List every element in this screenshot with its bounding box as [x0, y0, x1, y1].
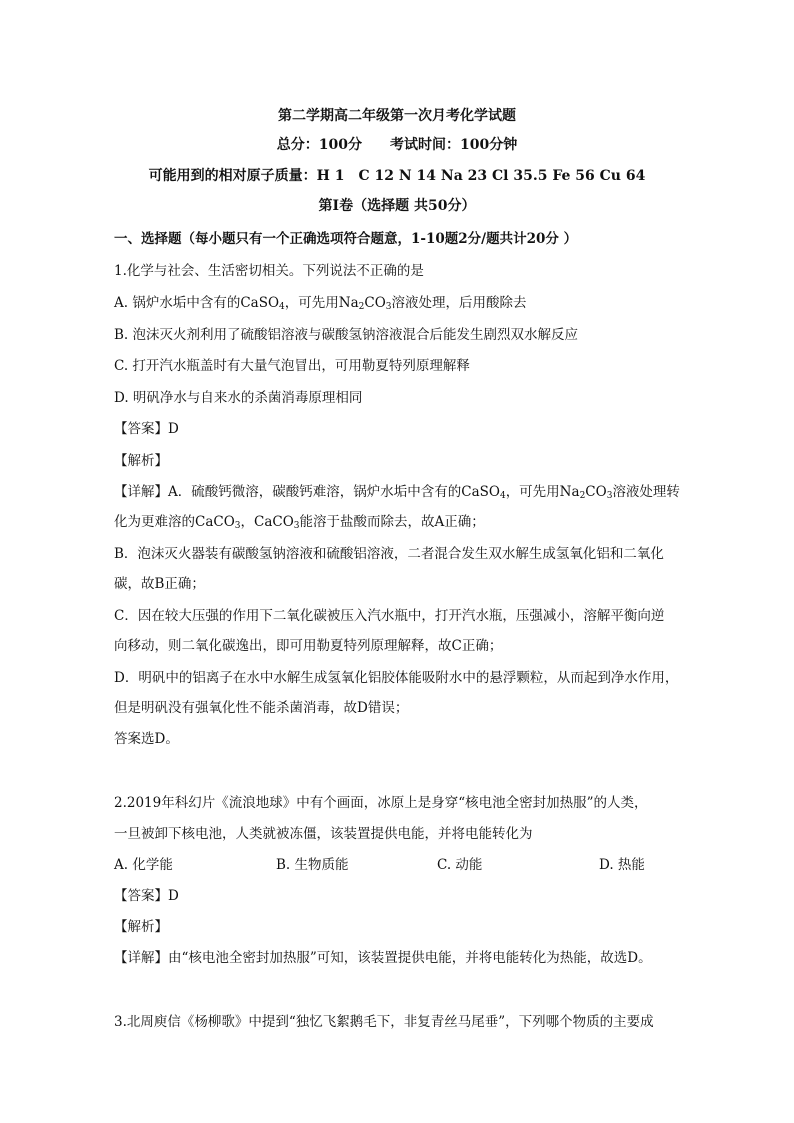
- q2-option-d: D. 热能: [599, 857, 645, 873]
- q1-option-b: B. 泡沫灭火剂利用了硫酸铝溶液与碳酸氢钠溶液混合后能发生剧烈双水解反应: [114, 327, 579, 343]
- section-heading: 一、选择题（每小题只有一个正确选项符合题意，1-10题2分/题共计20分 ）: [114, 231, 578, 247]
- q2-stem-2: 一旦被卸下核电池，人类就被冻僵，该装置提供电能，并将电能转化为: [114, 826, 533, 842]
- q1-stem: 1.化学与社会、生活密切相关。下列说法不正确的是: [114, 263, 424, 279]
- q2-option-c: C. 动能: [437, 857, 483, 873]
- q1-detail-line-2: 化为更难溶的CaCO$_3$，CaCO$_3$能溶于盐酸而除去，故A正确；: [114, 514, 485, 531]
- q1-detail-d-1: D．明矾中的铝离子在水中水解生成氢氧化铝胶体能吸附水中的悬浮颗粒，从而起到净水作用，: [114, 670, 679, 686]
- q2-detail: 【详解】由“核电池全密封加热服”可知，该装置提供电能，并将电能转化为热能，故选D。: [114, 950, 652, 966]
- q1-detail-c-2: 向移动，则二氧化碳逸出，即可用勒夏特列原理解释，故C正确；: [114, 638, 503, 654]
- q1-detail-c-1: C．因在较大压强的作用下二氧化碳被压入汽水瓶中，打开汽水瓶，压强减小，溶解平衡向逆: [114, 608, 665, 624]
- q3-stem: 3.北周庾信《杨柳歌》中提到“独忆飞絮鹅毛下，非复青丝马尾垂”，下列哪个物质的主要成: [114, 1014, 654, 1030]
- atomic-mass-line: 可能用到的相对原子质量：H 1 C 12 N 14 Na 23 Cl 35.5 Fe 56 Cu 64: [148, 168, 646, 184]
- q1-detail-d-2: 但是明矾没有强氧化性不能杀菌消毒，故D错误；: [114, 700, 409, 716]
- volume-heading: 第Ⅰ卷（选择题 共50分）: [318, 198, 476, 214]
- q1-option-d: D. 明矾净水与自来水的杀菌消毒原理相同: [114, 390, 363, 406]
- q1-detail-b-2: 碳，故B正确；: [114, 576, 205, 592]
- q2-answer: 【答案】D: [114, 888, 179, 904]
- q1-analysis-label: 【解析】: [114, 453, 168, 469]
- q1-option-a: A. 锅炉水垢中含有的CaSO$_4$，可先用$Na_2CO_3$溶液处理，后用酸除去: [114, 295, 527, 312]
- q1-detail-b-1: B．泡沫灭火器装有碳酸氢钠溶液和硫酸铝溶液，二者混合发生双水解生成氢氧化铝和二氧化: [114, 546, 664, 562]
- exam-title: 第二学期高二年级第一次月考化学试题: [278, 108, 516, 124]
- q2-analysis-label: 【解析】: [114, 919, 168, 935]
- q2-option-b: B. 生物质能: [276, 857, 349, 873]
- score-time: 总分：100分 考试时间：100分钟: [276, 137, 518, 153]
- q1-detail-line-1: 【详解】A．硫酸钙微溶，碳酸钙难溶，锅炉水垢中含有的CaSO$_4$，可先用$Na_2CO_3$溶液处理转: [114, 484, 680, 501]
- q1-option-c: C. 打开汽水瓶盖时有大量气泡冒出，可用勒夏特列原理解释: [114, 358, 470, 374]
- q2-option-a: A. 化学能: [114, 857, 173, 873]
- q1-answer: 【答案】D: [114, 421, 179, 437]
- q1-conclusion: 答案选D。: [114, 731, 179, 747]
- q2-stem-1: 2.2019年科幻片《流浪地球》中有个画面，冰原上是身穿“核电池全密封加热服”的人类，: [114, 795, 648, 811]
